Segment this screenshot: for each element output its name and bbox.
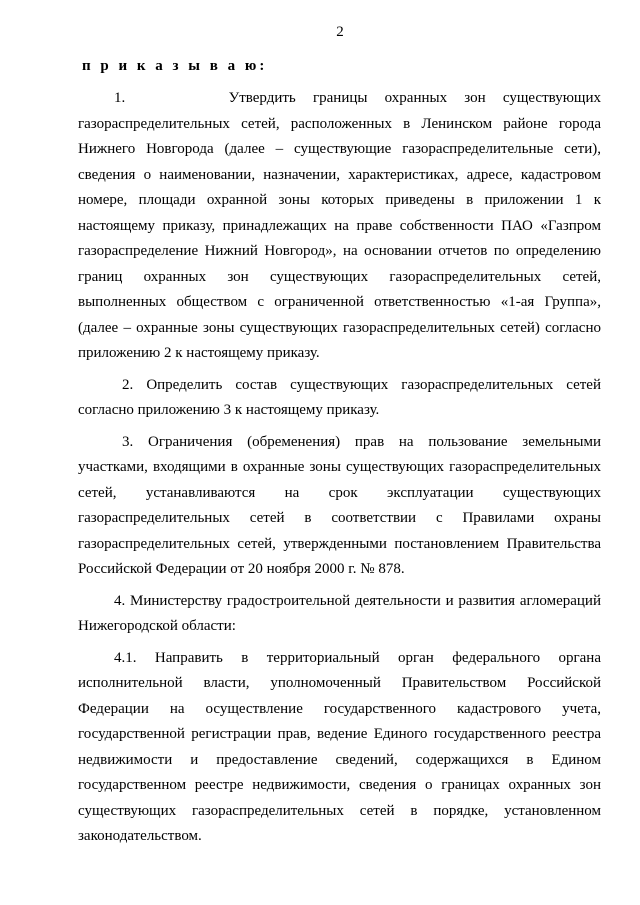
paragraph-2: 2. Определить состав существующих газораспределительных сетей согласно приложению 3 к настоящему приказу. <box>78 376 601 418</box>
paragraph-3: 3. Ограничения (обременения) прав на пользование земельными участками, входящими в охранные зоны существующих газораспределительных сетей, устанавливаются на срок эксплуатации существующих газораспределительных сетей в соответствии с Правилами охраны газораспределительных сетей, утвержденными постановлением Правительства Российской Федерации от 20 ноября 2000 г. № 878. <box>78 433 601 577</box>
paragraph-4: 4. Министерству градостроительной деятельности и развития агломераций Нижегородской области: <box>78 592 601 634</box>
paragraph-4-1: 4.1. Направить в территориальный орган федерального органа исполнительной власти, уполномоченный Правительством Российской Федерации на осуществление государственного кадастрового учета, государственной регистрации прав, ведение Единого государственного реестра недвижимости и предоставление сведений, содержащихся в Едином государственном реестре недвижимости, сведения о границах охранных зон существующих газораспределительных сетей в порядке, установленном законодательством. <box>78 649 601 844</box>
page-number: 2 <box>336 24 344 40</box>
document-body <box>78 56 601 856</box>
paragraph-1: 1. Утвердить границы охранных зон существующих газораспределительных сетей, расположенных в Ленинском районе города Нижнего Новгорода (далее – существующие газораспределительные сети), сведения о наименовании, назначении, характеристиках, адресе, кадастровом номере, площади охранной зоны которых приведены в приложении 1 к настоящему приказу, принадлежащих на праве собственности ПАО «Газпром газораспределение Нижний Новгород», на основании отчетов по определению границ охранных зон существующих газораспределительных сетей, выполненных обществом с ограниченной ответственностью «1-ая Группа», (далее – охранные зоны существующих газораспределительных сетей) согласно приложению 2 к настоящему приказу. <box>78 90 601 361</box>
order-heading: п р и к а з ы в а ю: <box>82 58 268 74</box>
